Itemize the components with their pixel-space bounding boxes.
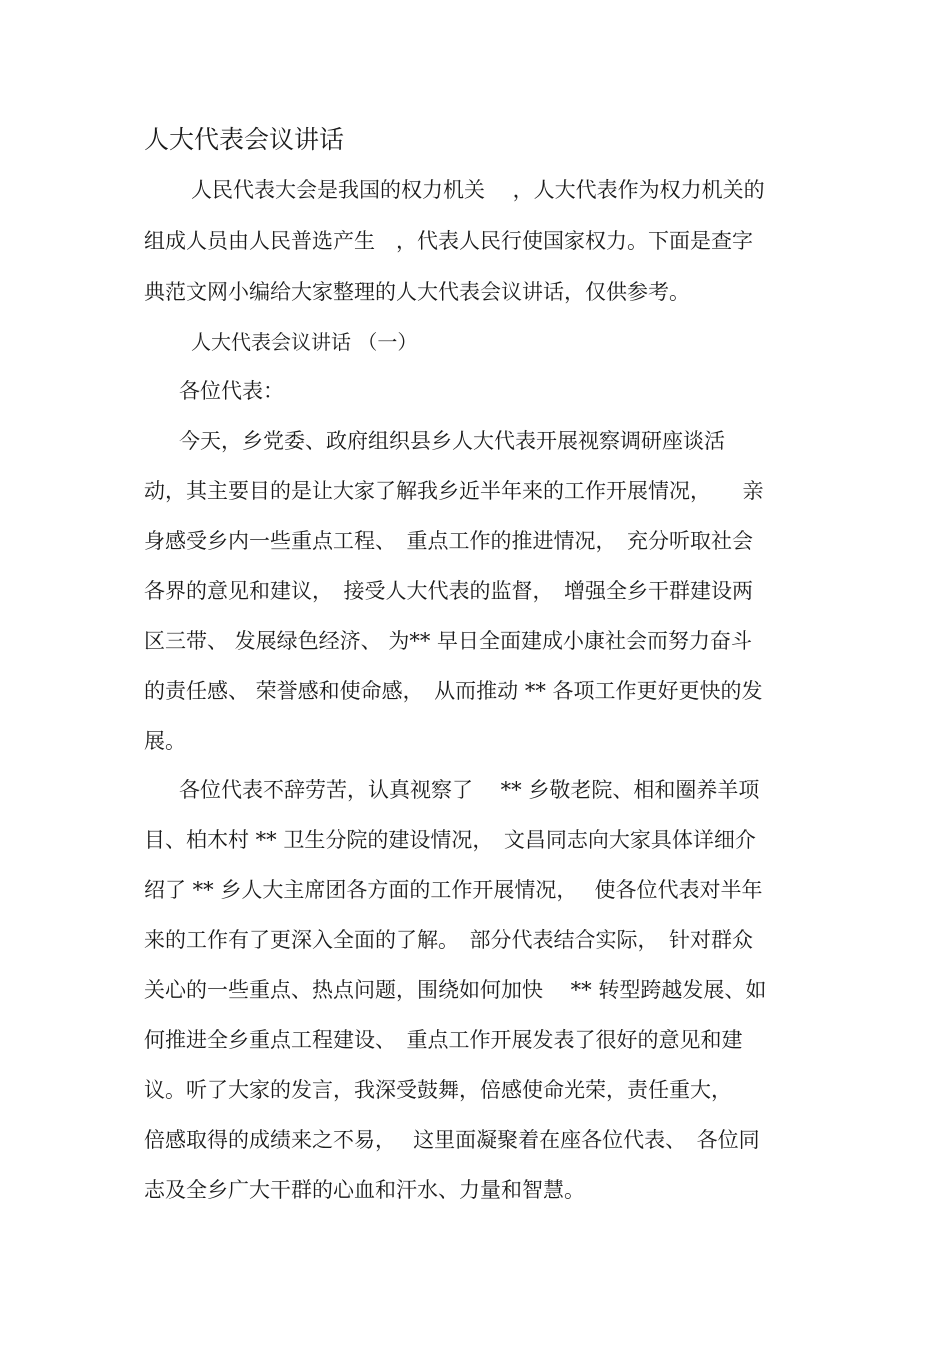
- paragraph-line: 今天，乡党委、政府组织县乡人大代表开展视察调研座谈活: [179, 429, 725, 453]
- paragraph-line: 身感受乡内一些重点工程、 重点工作的推进情况， 充分听取社会: [144, 529, 753, 553]
- paragraph-line: 来的工作有了更深入全面的了解。 部分代表结合实际， 针对群众: [144, 928, 753, 952]
- paragraph-line: 议。听了大家的发言，我深受鼓舞，倍感使命光荣，责任重大，: [144, 1078, 732, 1102]
- salutation: 各位代表：: [179, 379, 284, 403]
- paragraph-line: 的责任感、 荣誉感和使命感， 从而推动 ** 各项工作更好更快的发: [144, 679, 763, 703]
- paragraph-line: 志及全乡广大干群的心血和汗水、力量和智慧。: [144, 1178, 585, 1202]
- paragraph-line: 目、柏木村 ** 卫生分院的建设情况， 文昌同志向大家具体详细介: [144, 828, 756, 852]
- paragraph-line: 动，其主要目的是让大家了解我乡近半年来的工作开展情况， 亲: [144, 479, 764, 503]
- paragraph-line: 典范文网小编给大家整理的人大代表会议讲话，仅供参考。: [144, 280, 690, 304]
- paragraph-line: 人民代表大会是我国的权力机关 ，人大代表作为权力机关的: [191, 178, 765, 202]
- paragraph-line: 何推进全乡重点工程建设、 重点工作开展发表了很好的意见和建: [144, 1028, 743, 1052]
- document-title: 人大代表会议讲话: [144, 125, 345, 154]
- paragraph-line: 关心的一些重点、热点问题，围绕如何加快 ** 转型跨越发展、如: [144, 978, 767, 1002]
- paragraph-line: 各位代表不辞劳苦，认真视察了 ** 乡敬老院、相和圈养羊项: [179, 778, 760, 802]
- paragraph-line: 倍感取得的成绩来之不易， 这里面凝聚着在座各位代表、 各位同: [144, 1128, 760, 1152]
- paragraph-line: 组成人员由人民普选产生 ，代表人民行使国家权力。下面是查字: [144, 229, 753, 253]
- paragraph-line: 绍了 ** 乡人大主席团各方面的工作开展情况， 使各位代表对半年: [144, 878, 763, 902]
- paragraph-line: 区三带、 发展绿色经济、 为** 早日全面建成小康社会而努力奋斗: [144, 629, 753, 653]
- paragraph-line: 展。: [144, 729, 186, 753]
- paragraph-line: 各界的意见和建议， 接受人大代表的监督， 增强全乡干群建设两: [144, 579, 753, 603]
- section-heading: 人大代表会议讲话 （一）: [191, 330, 418, 354]
